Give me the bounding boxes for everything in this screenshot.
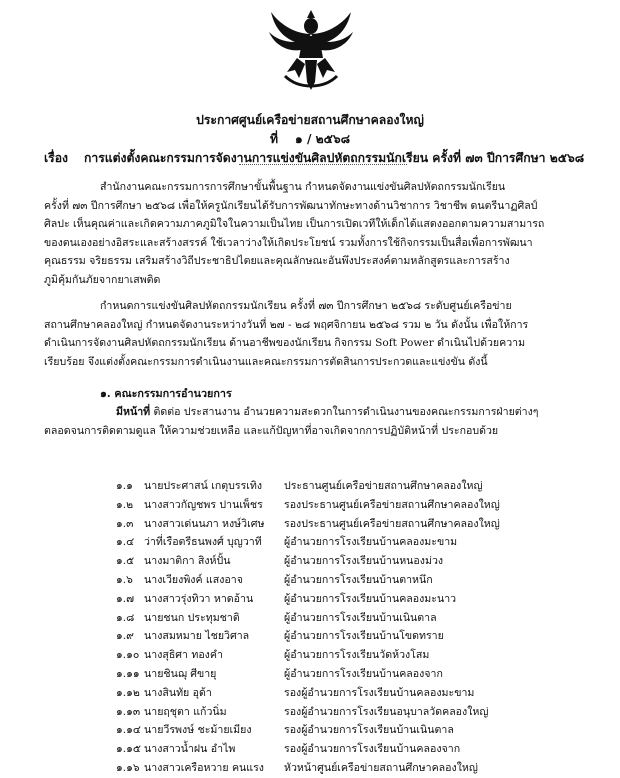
section-duty — [44, 403, 589, 440]
member-number: ๑.๓ — [116, 517, 134, 530]
member-position: ผู้อำนวยการโรงเรียนบ้านหนองม่วง — [284, 555, 444, 568]
member-position: ผู้อำนวยการโรงเรียนวัดห้วงโสม — [284, 649, 430, 662]
paragraph-line: ภูมิคุ้มกันภัยจากยาเสพติด — [44, 273, 161, 286]
duty-text: ติดต่อ ประสานงาน อำนวยความสะดวกในการดำเนินงานของคณะกรรมการฝ่ายต่างๆ — [153, 406, 539, 418]
subject-text: การแต่งตั้งคณะกรรมการจัดงานการแข่งขันศิลปหัตถกรรมนักเรียน ครั้งที่ ๗๓ ปีการศึกษา ๒๕๖๘ — [84, 151, 585, 165]
member-name: นางสาวเครือหวาย คนแรง — [144, 761, 264, 774]
member-number: ๑.๔ — [116, 536, 135, 549]
member-name: นางสาวกัญชพร ปานเพ็ชร — [144, 498, 263, 511]
member-position: รองผู้อำนวยการโรงเรียนบ้านคลองมะขาม — [284, 686, 475, 699]
member-number: ๑.๖ — [116, 573, 133, 586]
member-name: นายประศาสน์ เกตุบรรเทิง — [144, 480, 263, 492]
member-number: ๑.๗ — [116, 592, 135, 605]
member-number: ๑.๑ — [116, 480, 133, 492]
paragraph-line: สถานศึกษาคลองใหญ่ กำหนดจัดงานระหว่างวันที่ ๒๗ - ๒๘ พฤศจิกายน ๒๕๖๘ รวม ๒ วัน ดังนั้น เพื่อให้การ — [44, 318, 529, 331]
member-name: นางสมหมาย ไชยวิศาล — [144, 630, 250, 643]
member-number: ๑.๑๖ — [116, 761, 140, 774]
member-number: ๑.๑๑ — [116, 667, 140, 680]
member-number: ๑.๕ — [116, 555, 135, 568]
header-divider — [239, 164, 407, 165]
member-number: ๑.๑๕ — [116, 743, 141, 756]
member-name: นางเวียงพิงค์ แสงอาจ — [144, 573, 243, 586]
announcement-subject — [44, 149, 584, 168]
member-position: รองผู้อำนวยการโรงเรียนบ้านคลองจาก — [284, 743, 461, 756]
duty-label: มีหน้าที่ — [116, 406, 151, 418]
member-position: ประธานศูนย์เครือข่ายสถานศึกษาคลองใหญ่ — [284, 480, 483, 492]
paragraph-line: เรียบร้อย จึงแต่งตั้งคณะกรรมการดำเนินงานและคณะกรรมการตัดสินการประกวดและแข่งขัน ดังนี้ — [44, 355, 488, 368]
garuda-emblem-icon — [267, 4, 355, 94]
member-name: นางสาวน้ำฝน อำไพ — [144, 743, 236, 756]
paragraph-line: ของตนเองอย่างอิสระและสร้างสรรค์ ใช้เวลาว่างให้เกิดประโยชน์ รวมทั้งการใช้กิจกรรมเป็นสื่อเพื่อการพัฒนา — [44, 236, 533, 249]
member-position: ผู้อำนวยการโรงเรียนบ้านเนินตาล — [284, 611, 437, 624]
member-position: หัวหน้าศูนย์เครือข่ายสถานศึกษาคลองใหญ่ — [284, 761, 478, 774]
number-value: ๑ / ๒๕๖๘ — [294, 132, 351, 146]
subject-label: เรื่อง — [44, 151, 68, 165]
member-position: ผู้อำนวยการโรงเรียนบ้านโขดทราย — [284, 630, 444, 643]
member-position: รองประธานศูนย์เครือข่ายสถานศึกษาคลองใหญ่ — [284, 517, 500, 530]
paragraph-background — [44, 178, 584, 290]
section-heading: ๑. คณะกรรมการอำนวยการ — [100, 387, 232, 400]
member-position: รองผู้อำนวยการโรงเรียนอนุบาลวัดคลองใหญ่ — [284, 705, 489, 718]
member-number: ๑.๙ — [116, 630, 134, 643]
announcement-number — [0, 130, 620, 149]
member-position: รองผู้อำนวยการโรงเรียนบ้านเนินตาล — [284, 724, 454, 737]
member-name: นางสุธิศา ทองคำ — [144, 649, 223, 662]
member-number: ๑.๑๔ — [116, 724, 141, 737]
duty-text-continued: ตลอดจนการติดตามดูแล ให้ความช่วยเหลือ และแก้ปัญหาที่อาจเกิดจากการปฏิบัติหน้าที่ ประกอบด้วย — [44, 424, 499, 437]
member-position: ผู้อำนวยการโรงเรียนบ้านตาหนึก — [284, 573, 433, 586]
paragraph-line: กำหนดการแข่งขันศิลปหัตถกรรมนักเรียน ครั้งที่ ๗๓ ปีการศึกษา ๒๕๖๘ ระดับศูนย์เครือข่าย — [100, 300, 512, 312]
member-position: ผู้อำนวยการโรงเรียนบ้านคลองมะขาม — [284, 536, 458, 549]
member-position: ผู้อำนวยการโรงเรียนบ้านคลองมะนาว — [284, 592, 457, 605]
member-position: ผู้อำนวยการโรงเรียนบ้านคลองจาก — [284, 667, 443, 680]
number-label: ที่ — [269, 132, 278, 146]
member-name: นางมาติกา สิงห์ปั้น — [144, 555, 231, 568]
member-number: ๑.๘ — [116, 611, 135, 624]
paragraph-line: ครั้งที่ ๗๓ ปีการศึกษา ๒๕๖๘ เพื่อให้ครูนักเรียนได้รับการพัฒนาทักษะทางด้านวิชาการ วิชาชีพ ดนตรีนาฏศิลป์ — [44, 199, 538, 212]
paragraph-line: คุณธรรม จริยธรรม เสริมสร้างวิถีประชาธิปไตยและคุณลักษณะอันพึงประสงค์ตามหลักสูตรและการสร้าง — [44, 255, 510, 268]
member-number: ๑.๑๒ — [116, 686, 140, 699]
paragraph-line: ดำเนินการจัดงานศิลปหัตถกรรมนักเรียน ด้านอาชีพของนักเรียน กิจกรรม Soft Power ดำเนินไปด้วยความ — [44, 337, 526, 350]
member-position: รองประธานศูนย์เครือข่ายสถานศึกษาคลองใหญ่ — [284, 498, 500, 511]
member-name: นายชนก ประทุมชาติ — [144, 611, 240, 624]
paragraph-line: สำนักงานคณะกรรมการการศึกษาขั้นพื้นฐาน กำหนดจัดงานแข่งขันศิลปหัตถกรรมนักเรียน — [100, 181, 506, 193]
member-name: นายฤชุตา แก้วนิ่ม — [144, 705, 227, 718]
member-name: นายชินฌุ ศีขายุ — [144, 667, 217, 680]
paragraph-line: ศิลปะ เห็นคุณค่าและเกิดความภาคภูมิใจในความเป็นไทย เป็นการเปิดเวทีให้เด็กได้แสดงออกตามความสามารถ — [44, 218, 545, 231]
member-number: ๑.๑๐ — [116, 649, 140, 662]
member-name: นายวีรพงษ์ ชะม้ายเมียง — [144, 724, 252, 737]
member-number: ๑.๑๓ — [116, 705, 141, 718]
member-name: นางสาวเด่นนภา หงษ์วิเศษ — [144, 517, 265, 530]
paragraph-schedule — [44, 297, 584, 371]
announcement-title: ประกาศศูนย์เครือข่ายสถานศึกษาคลองใหญ่ — [196, 113, 424, 127]
member-name: นางสินทัย อุด้า — [144, 686, 212, 699]
member-name: ว่าที่เรือตรีธนพงศ์ บุญวาที — [144, 536, 262, 549]
member-name: นางสาวรุ่งทิวา หาดอ้าน — [144, 592, 254, 605]
member-number: ๑.๒ — [116, 498, 134, 511]
